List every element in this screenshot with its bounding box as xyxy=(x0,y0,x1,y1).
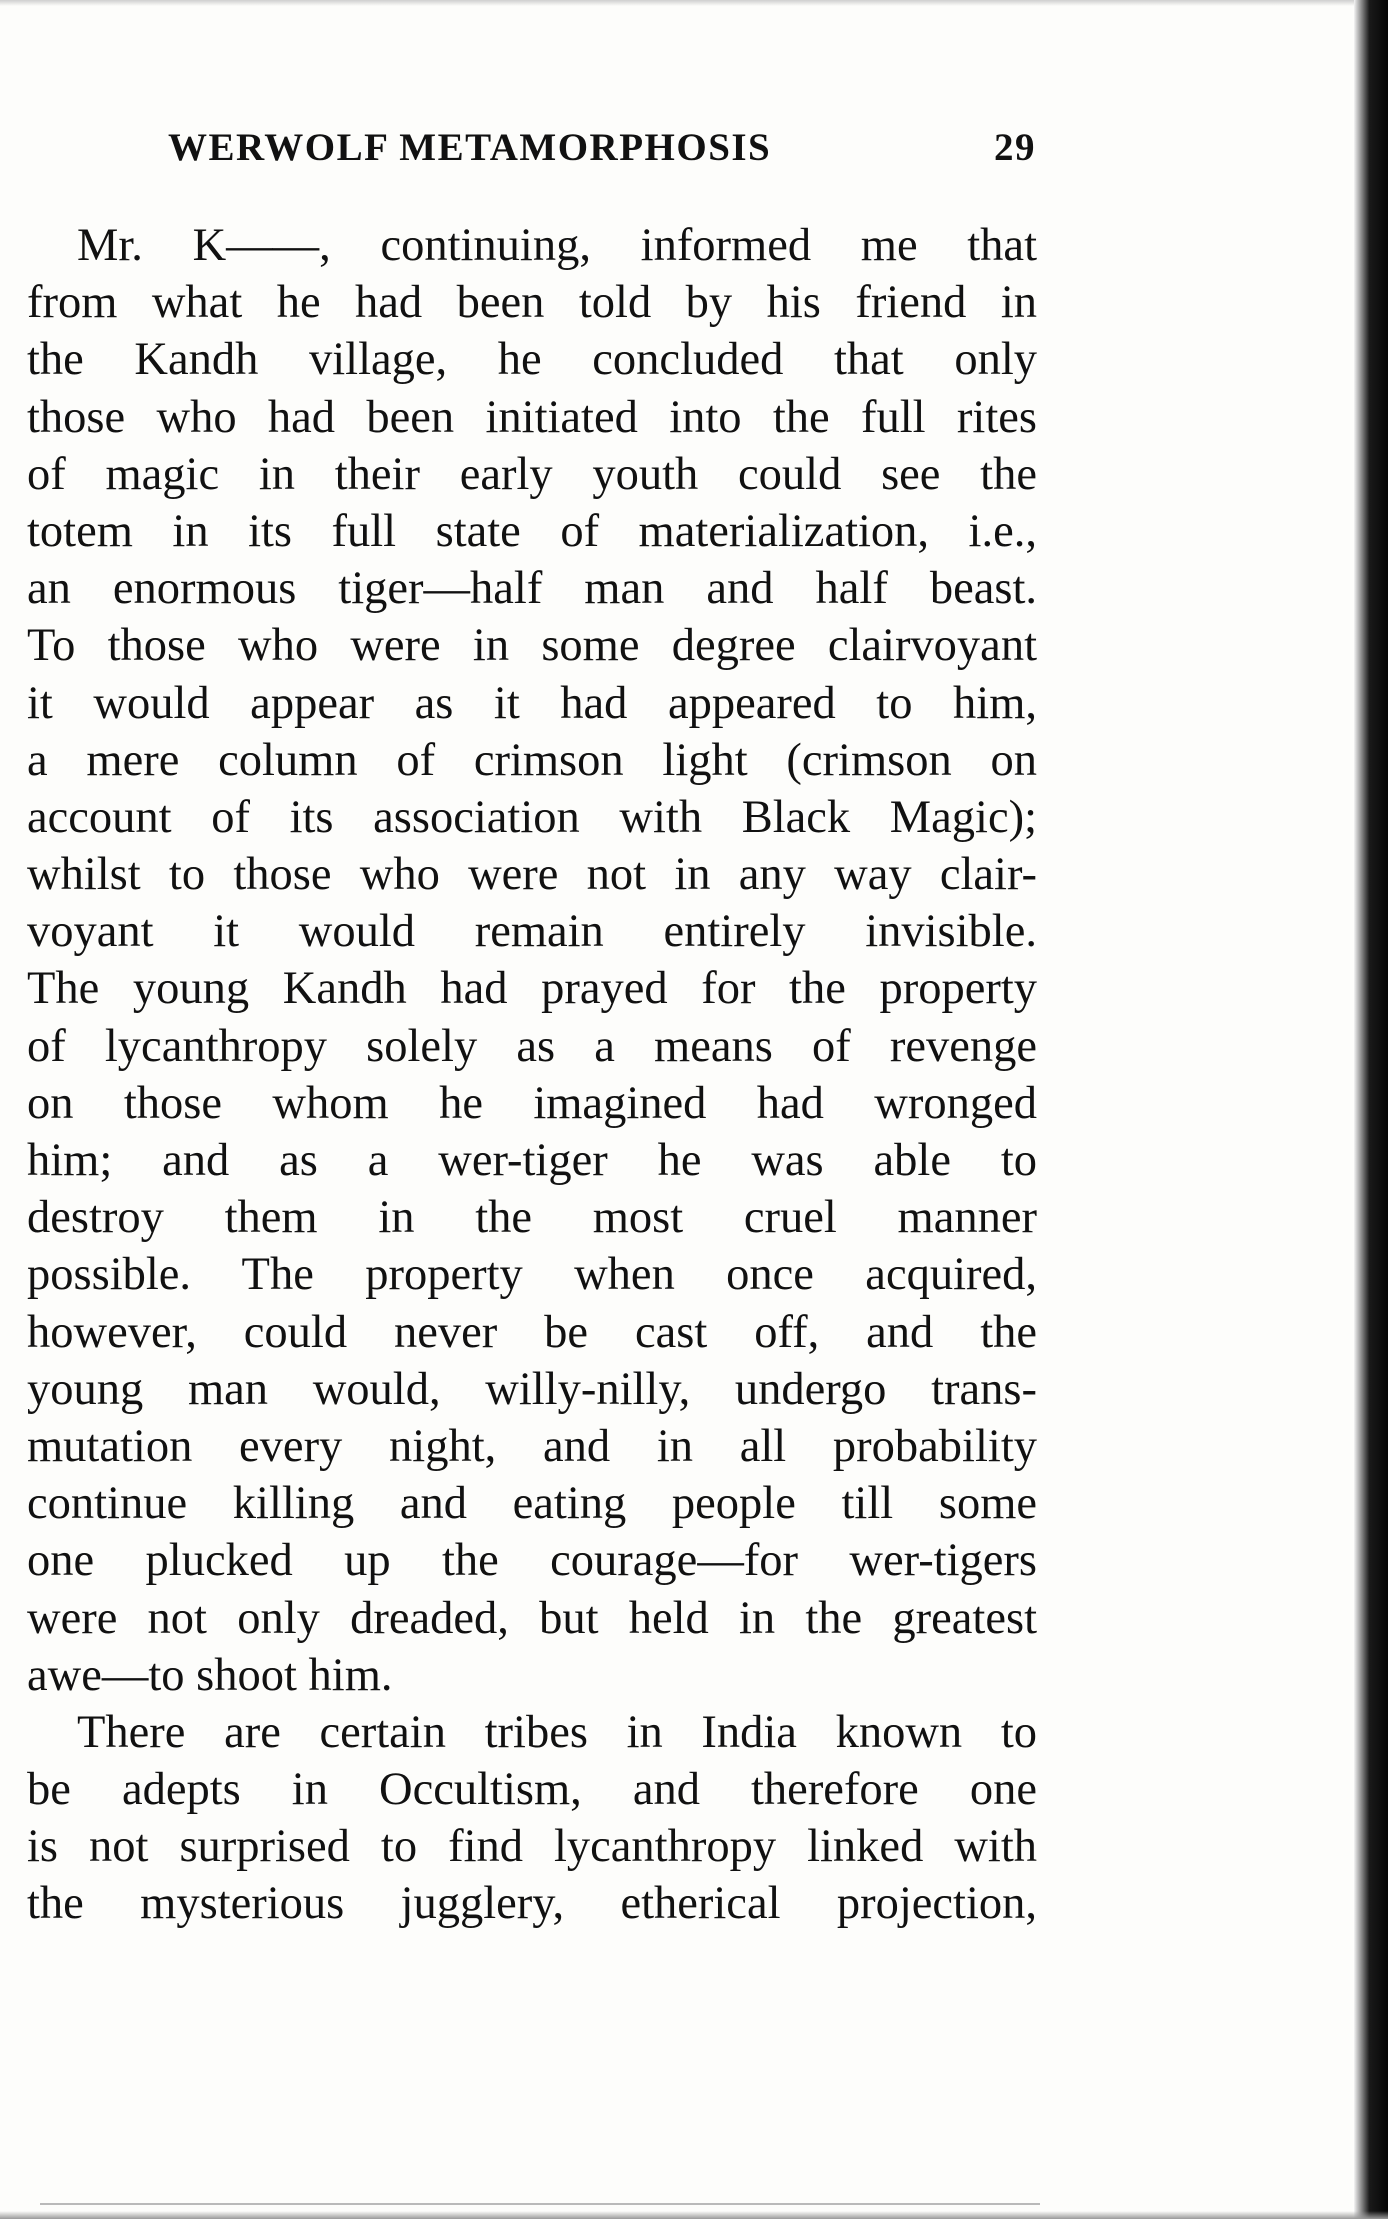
text-line: Mr. K——, continuing, informed me that xyxy=(77,220,1037,271)
text-line: however, could never be cast off, and the xyxy=(27,1306,1037,1358)
page-number: 29 xyxy=(994,126,1036,169)
text-line: voyant it would remain entirely invisible. xyxy=(27,906,1037,958)
text-line: the mysterious jugglery, etherical projection, xyxy=(27,1878,1037,1930)
paragraph-2 xyxy=(27,1704,1037,1933)
body-text xyxy=(27,217,1037,1933)
text-line: To those who were in some degree clairvoyant xyxy=(27,620,1037,672)
running-title: WERWOLF METAMORPHOSIS xyxy=(168,126,772,169)
text-line: whilst to those who were not in any way clair- xyxy=(27,849,1037,901)
text-line: young man would, willy-nilly, undergo trans- xyxy=(27,1363,1037,1415)
page-top-edge xyxy=(0,0,1388,6)
page-bottom-edge xyxy=(0,2211,1388,2219)
text-line: account of its association with Black Magic); xyxy=(27,791,1037,843)
paragraph-1 xyxy=(27,217,1037,1704)
page-right-edge-shadow xyxy=(1354,0,1388,2219)
text-line: is not surprised to find lycanthropy linked with xyxy=(27,1821,1037,1873)
running-head xyxy=(160,125,1040,185)
text-line: on those whom he imagined had wronged xyxy=(27,1077,1037,1129)
text-line: were not only dreaded, but held in the greatest xyxy=(27,1592,1037,1644)
text-line: the Kandh village, he concluded that only xyxy=(27,334,1037,386)
text-line: those who had been initiated into the full rites xyxy=(27,391,1037,443)
text-line: a mere column of crimson light (crimson on xyxy=(27,734,1037,786)
page-bottom-rule xyxy=(40,2203,1040,2205)
text-line: The young Kandh had prayed for the property xyxy=(27,963,1037,1015)
text-line: him; and as a wer-tiger he was able to xyxy=(27,1135,1037,1186)
text-line: awe—to shoot him. xyxy=(27,1649,393,1701)
text-line: There are certain tribes in India known to xyxy=(77,1706,1037,1758)
text-line: one plucked up the courage—for wer-tigers xyxy=(27,1535,1037,1587)
text-line: of magic in their early youth could see the xyxy=(27,448,1037,500)
text-line: from what he had been told by his friend in xyxy=(27,277,1037,329)
text-line: of lycanthropy solely as a means of revenge xyxy=(27,1020,1037,1072)
text-line: mutation every night, and in all probability xyxy=(27,1420,1037,1472)
text-line: continue killing and eating people till some xyxy=(27,1478,1037,1530)
text-line: totem in its full state of materialization, i.e., xyxy=(27,505,1037,557)
text-line: destroy them in the most cruel manner xyxy=(27,1192,1037,1244)
text-line: possible. The property when once acquired, xyxy=(27,1249,1037,1301)
text-line: it would appear as it had appeared to him, xyxy=(27,677,1037,729)
text-line: an enormous tiger—half man and half beast. xyxy=(27,563,1037,615)
text-line: be adepts in Occultism, and therefore one xyxy=(27,1764,1037,1816)
